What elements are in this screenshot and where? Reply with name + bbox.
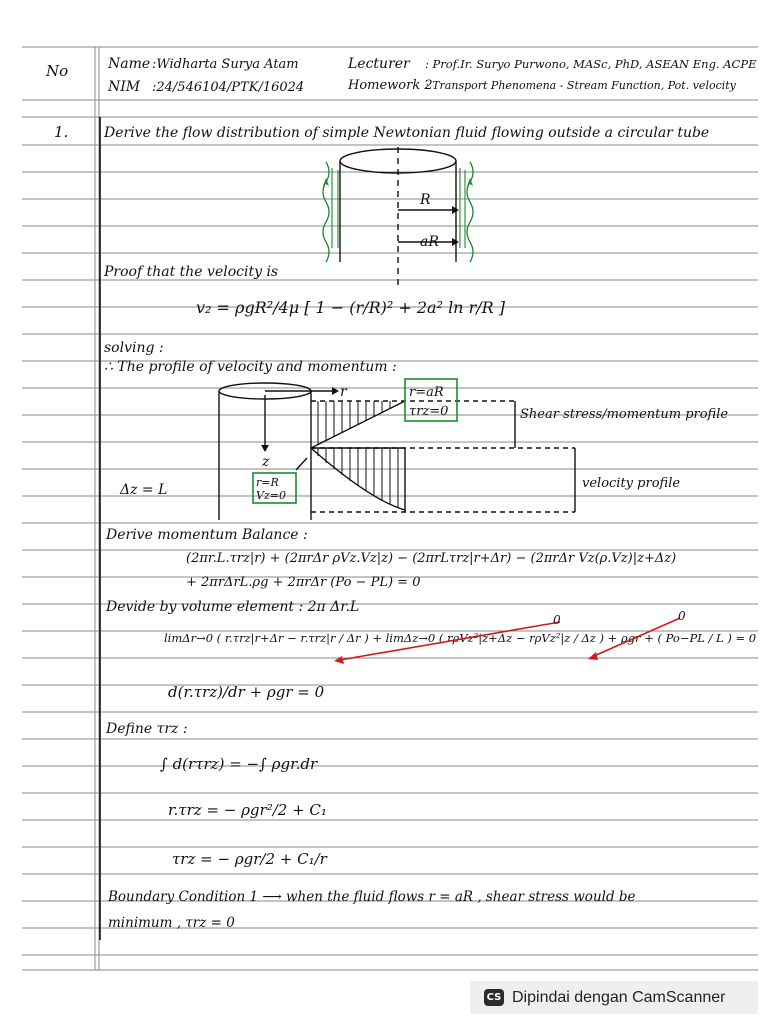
problem-statement: Derive the flow distribution of simple Newtonian fluid flowing outside a circular tube xyxy=(104,125,710,141)
velocity-equation: v₂ = ρgR²/4μ [ 1 − (r/R)² + 2a² ln r/R ] xyxy=(196,298,505,317)
differential-equation: d(r.τrz)/dr + ρgr = 0 xyxy=(168,683,325,701)
ruled-lines xyxy=(22,47,758,970)
velocity-profile-label: velocity profile xyxy=(582,476,681,491)
zero-mark-2: 0 xyxy=(678,609,686,623)
zero-mark-1: 0 xyxy=(553,613,561,627)
divide-title: Devide by volume element : 2π Δr.L xyxy=(106,599,360,615)
delta-z-label: Δz = L xyxy=(120,482,168,498)
nim-label: NIM xyxy=(108,79,141,95)
lecturer-value: : Prof.Ir. Suryo Purwono, MASc, PhD, ASEAN Eng. ACPE xyxy=(425,57,757,71)
no-label: No xyxy=(46,62,69,80)
boundary-condition-2: minimum , τrz = 0 xyxy=(108,915,235,931)
balance-line1: (2πr.L.τrz|r) + (2πrΔr ρVz.Vz|z) − (2πrLτrz|r+Δr) − (2πrΔr Vz(ρ.Vz)|z+Δz) xyxy=(186,551,677,566)
box-bottom-line1: r=R xyxy=(256,476,279,489)
name-value: :Widharta Surya Atam xyxy=(152,57,299,72)
box-top-line2: τrz=0 xyxy=(409,404,449,419)
nim-value: :24/546104/PTK/16024 xyxy=(152,80,305,95)
result-2: τrz = − ρgr/2 + C₁/r xyxy=(172,850,327,868)
profile-text: ∴ The profile of velocity and momentum : xyxy=(104,359,397,375)
header-block xyxy=(45,56,757,95)
box-top-line1: r=aR xyxy=(409,385,444,400)
balance-title: Derive momentum Balance : xyxy=(106,527,308,543)
name-label: Name xyxy=(108,56,151,72)
box-bottom-line2: Vz=0 xyxy=(256,489,286,502)
boundary-condition: Boundary Condition 1 ⟶ when the fluid flows r = aR , shear stress would be xyxy=(108,889,636,905)
profile-diagram xyxy=(119,379,728,520)
problem-number: 1. xyxy=(54,123,69,141)
shear-stress-label: Shear stress/momentum profile xyxy=(520,407,729,422)
define-title: Define τrz : xyxy=(106,721,188,737)
fig2-r-label: r xyxy=(340,384,347,400)
camscanner-icon: CS xyxy=(484,989,504,1006)
homework-value: : Transport Phenomena - Stream Function, Pot. velocity xyxy=(425,79,736,92)
proof-text: Proof that the velocity is xyxy=(104,264,279,280)
fig2-z-label: z xyxy=(262,454,270,470)
balance-line2: + 2πrΔrL.ρg + 2πrΔr (Po − PL) = 0 xyxy=(186,575,421,590)
fig1-label-ar: aR xyxy=(420,234,439,250)
limit-equation: limΔr→0 ( r.τrz|r+Δr − r.τrz|r / Δr ) + limΔz→0 ( rρVz²|z+Δz − rρVz²|z / Δz ) + ρgr + ( Po−PL / L ) = 0 xyxy=(164,631,757,645)
camscanner-text: Dipindai dengan CamScanner xyxy=(512,988,726,1006)
tube-diagram xyxy=(323,147,473,285)
homework-label: Homework 2 xyxy=(348,78,433,93)
integral-equation: ∫ d(rτrz) = −∫ ρgr.dr xyxy=(160,755,318,773)
solving-label: solving : xyxy=(104,340,164,356)
result-1: r.τrz = − ρgr²/2 + C₁ xyxy=(168,801,327,819)
fig1-label-r: R xyxy=(420,192,431,208)
lecturer-label: Lecturer xyxy=(348,56,410,72)
camscanner-badge xyxy=(470,981,758,1014)
